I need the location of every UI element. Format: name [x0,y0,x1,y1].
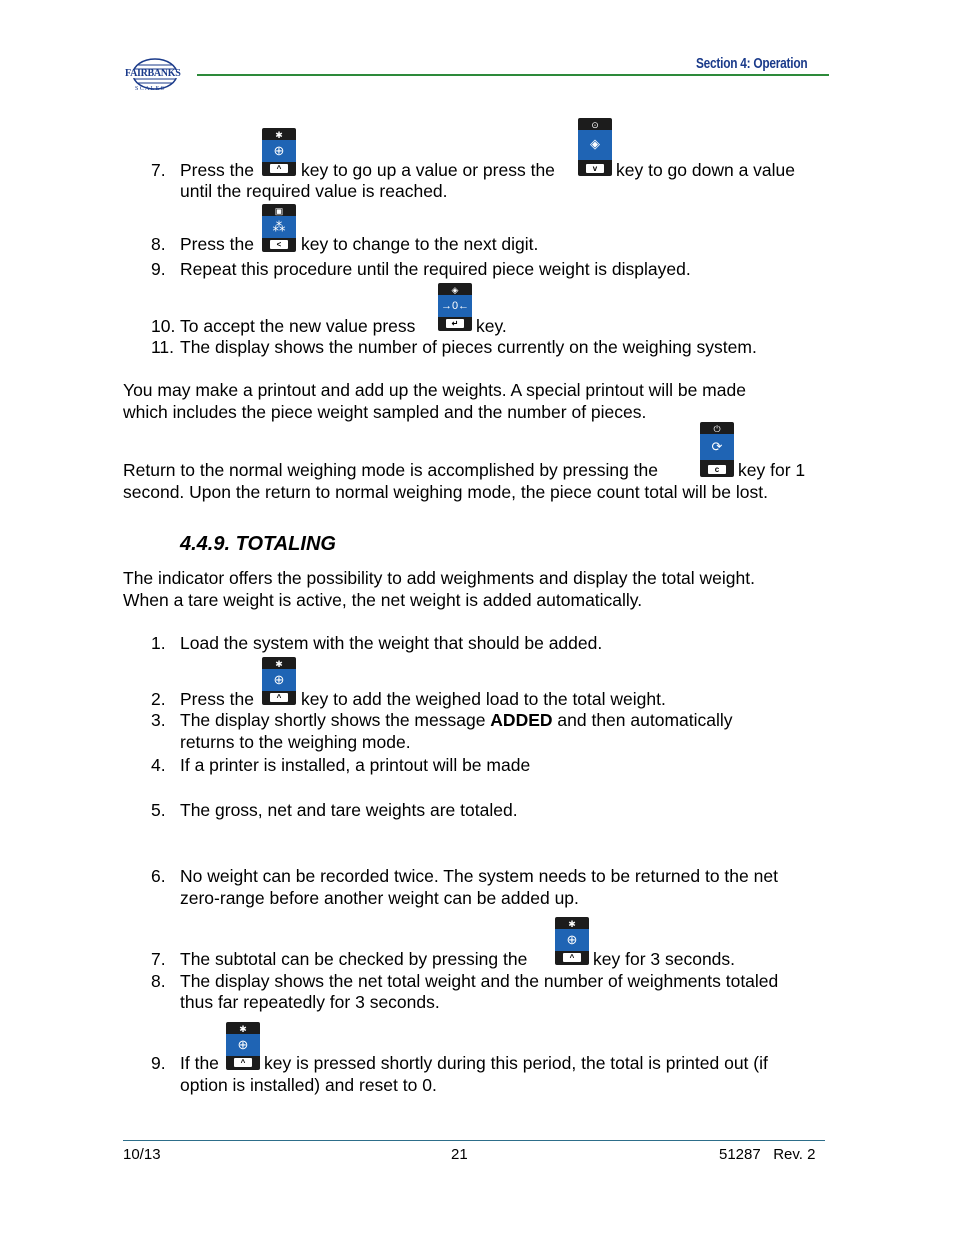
text-segment: and then automatically [557,710,733,730]
text-line: until the required value is reached. [180,181,448,201]
text-line: The display shows the net total weight and the number of weighments totaled [180,971,779,991]
text-line: key to change to the next digit. [301,234,539,254]
paragraph-line: Return to the normal weighing mode is accomplished by pressing the [123,460,659,480]
footer-doc-number: 51287 Rev. 2 [719,1146,816,1163]
text-line: zero-range before another weight can be added up. [180,888,579,908]
step-number: 8. [151,971,166,991]
text-line: key to go down a value [616,160,796,180]
paragraph-line: The indicator offers the possibility to add weighments and display the total weight. [123,568,755,588]
step-number: 3. [151,710,166,730]
text-line: key. [476,316,507,336]
section-title: Section 4: Operation [696,56,808,72]
totaling-up-key-icon: ✱ ⊕ ^ [555,917,589,965]
step-number: 11. [151,337,175,357]
text-line: Press the [180,234,254,254]
text-line: key for 3 seconds. [593,949,736,969]
brand-subtitle: S C A L E S [135,86,164,92]
paragraph-line: When a tare weight is active, the net weight is added automatically. [123,590,643,610]
step-number: 10. [151,316,176,336]
text-line: thus far repeatedly for 3 seconds. [180,992,440,1012]
totaling-up-key-icon: ✱ ⊕ ^ [226,1022,260,1070]
paragraph-line: second. Upon the return to normal weighing mode, the piece count total will be lost. [123,482,768,502]
step-number: 9. [151,259,166,279]
power-clear-key-icon: ⏻ ⟳ c [700,422,734,477]
text-line: key to go up a value or press the [301,160,555,180]
footer-date: 10/13 [123,1146,161,1163]
paragraph-line: which includes the piece weight sampled and the number of pieces. [123,402,647,422]
text-line: Load the system with the weight that should be added. [180,633,603,653]
text-line: key to add the weighed load to the total weight. [301,689,666,709]
text-line: The display shows the number of pieces currently on the weighing system. [180,337,757,357]
text-line [180,710,733,731]
section-heading: 4.4.9. TOTALING [180,533,336,555]
step-number: 1. [151,633,166,653]
step-number: 8. [151,234,166,254]
text-segment: The display shortly shows the message [180,710,486,730]
zero-enter-key-icon: ◈ →0← ↵ [438,283,472,331]
text-line: option is installed) and reset to 0. [180,1075,437,1095]
step-number: 2. [151,689,166,709]
step-number: 6. [151,866,166,886]
step-number: 5. [151,800,166,820]
step-number: 4. [151,755,166,775]
step-number: 7. [151,160,166,180]
footer-rule [123,1140,825,1141]
brand-name: FAIRBANKS [125,68,181,79]
text-line: Press the [180,689,254,709]
text-line: The subtotal can be checked by pressing the [180,949,528,969]
text-line: The gross, net and tare weights are totaled. [180,800,518,820]
totaling-up-key-icon: ✱ ⊕ ^ [262,657,296,705]
paragraph-line: key for 1 [738,460,806,480]
text-line: Repeat this procedure until the required piece weight is displayed. [180,259,691,279]
step-number: 9. [151,1053,166,1073]
totaling-up-key-icon: ✱ ⊕ ^ [262,128,296,176]
tare-down-key-icon: ⊙ ◈ v [578,118,612,176]
piece-count-left-key-icon: ▣ ⁂ < [262,204,296,252]
text-line: If a printer is installed, a printout will be made [180,755,531,775]
header-rule [197,74,829,76]
footer-page-number: 21 [451,1146,468,1163]
text-line: No weight can be recorded twice. The system needs to be returned to the net [180,866,778,886]
text-line: key is pressed shortly during this period, the total is printed out (if [264,1053,768,1073]
step-number: 7. [151,949,166,969]
text-line: If the [180,1053,219,1073]
text-line: Press the [180,160,254,180]
text-line: To accept the new value press [180,316,416,336]
paragraph-line: You may make a printout and add up the weights. A special printout will be made [123,380,746,400]
text-line: returns to the weighing mode. [180,732,411,752]
added-message: ADDED [490,710,553,730]
